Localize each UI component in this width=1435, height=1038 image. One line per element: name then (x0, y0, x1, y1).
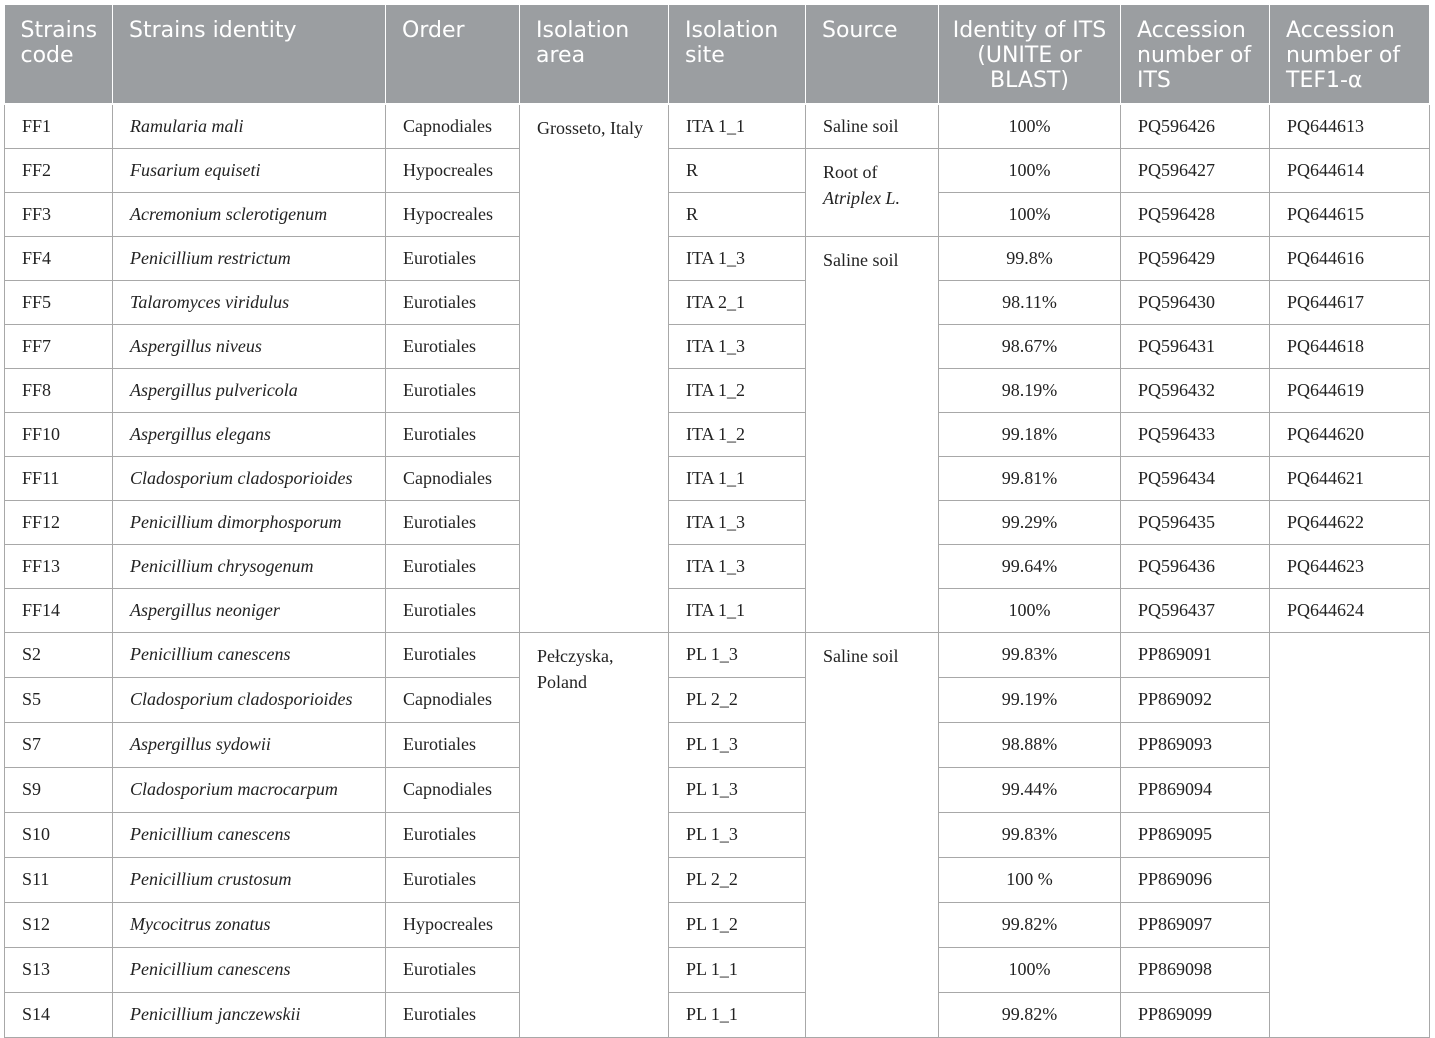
cell-order: Hypocreales (386, 148, 520, 192)
cell-isolation-site: ITA 1_3 (669, 324, 806, 368)
cell-accession-its: PQ596433 (1121, 412, 1270, 456)
cell-strain-code: FF14 (5, 588, 113, 632)
cell-accession-tef: PQ644620 (1270, 412, 1430, 456)
cell-accession-its: PP869094 (1121, 767, 1270, 812)
cell-strain-code: FF4 (5, 236, 113, 280)
cell-accession-its: PQ596430 (1121, 280, 1270, 324)
cell-accession-its: PQ596431 (1121, 324, 1270, 368)
cell-its-identity: 100 % (939, 857, 1121, 902)
cell-strain-identity: Mycocitrus zonatus (113, 902, 386, 947)
cell-strain-code: FF7 (5, 324, 113, 368)
cell-strain-identity: Penicillium canescens (113, 632, 386, 677)
cell-strain-code: FF2 (5, 148, 113, 192)
cell-accession-its: PQ596435 (1121, 500, 1270, 544)
cell-isolation-area: Pełczyska, Poland (520, 632, 669, 1037)
cell-accession-its: PQ596437 (1121, 588, 1270, 632)
cell-its-identity: 99.82% (939, 992, 1121, 1037)
cell-accession-its: PP869099 (1121, 992, 1270, 1037)
header-source: Source (806, 5, 939, 104)
cell-its-identity: 99.81% (939, 456, 1121, 500)
cell-strain-code: S2 (5, 632, 113, 677)
cell-strain-identity: Aspergillus elegans (113, 412, 386, 456)
cell-strain-identity: Penicillium dimorphosporum (113, 500, 386, 544)
cell-strain-identity: Penicillium crustosum (113, 857, 386, 902)
cell-its-identity: 99.29% (939, 500, 1121, 544)
cell-isolation-site: PL 1_3 (669, 632, 806, 677)
cell-order: Hypocreales (386, 192, 520, 236)
cell-strain-identity: Fusarium equiseti (113, 148, 386, 192)
cell-isolation-site: ITA 1_2 (669, 368, 806, 412)
cell-order: Eurotiales (386, 992, 520, 1037)
cell-accession-its: PQ596426 (1121, 104, 1270, 148)
table-row (5, 632, 1430, 677)
cell-its-identity: 100% (939, 947, 1121, 992)
header-strains-code: Strains code (5, 5, 113, 104)
cell-its-identity: 98.67% (939, 324, 1121, 368)
cell-strain-code: S11 (5, 857, 113, 902)
cell-its-identity: 98.19% (939, 368, 1121, 412)
header-identity-its: Identity of ITS (UNITE or BLAST) (939, 5, 1121, 104)
cell-accession-tef: PQ644622 (1270, 500, 1430, 544)
table-row (5, 857, 1430, 902)
cell-strain-identity: Cladosporium macrocarpum (113, 767, 386, 812)
cell-strain-code: S7 (5, 722, 113, 767)
table-row (5, 412, 1430, 456)
table-row (5, 902, 1430, 947)
cell-strain-identity: Aspergillus sydowii (113, 722, 386, 767)
table-row (5, 280, 1430, 324)
cell-order: Capnodiales (386, 456, 520, 500)
table-row (5, 588, 1430, 632)
cell-strain-identity: Aspergillus pulvericola (113, 368, 386, 412)
cell-strain-identity: Cladosporium cladosporioides (113, 456, 386, 500)
cell-strain-code: S14 (5, 992, 113, 1037)
table-row (5, 500, 1430, 544)
cell-isolation-site: PL 1_3 (669, 722, 806, 767)
cell-isolation-site: ITA 1_3 (669, 544, 806, 588)
cell-order: Capnodiales (386, 104, 520, 148)
table-row (5, 812, 1430, 857)
table-row (5, 677, 1430, 722)
table-row (5, 722, 1430, 767)
cell-accession-tef-empty (1270, 632, 1430, 1037)
cell-its-identity: 98.11% (939, 280, 1121, 324)
header-accession-its: Accession number of ITS (1121, 5, 1270, 104)
cell-strain-code: FF5 (5, 280, 113, 324)
cell-order: Eurotiales (386, 324, 520, 368)
cell-accession-its: PQ596427 (1121, 148, 1270, 192)
cell-isolation-site: PL 1_1 (669, 947, 806, 992)
cell-order: Eurotiales (386, 588, 520, 632)
cell-strain-code: S10 (5, 812, 113, 857)
table-row (5, 947, 1430, 992)
table-row (5, 767, 1430, 812)
cell-accession-tef: PQ644614 (1270, 148, 1430, 192)
cell-order: Eurotiales (386, 857, 520, 902)
cell-isolation-site: ITA 1_1 (669, 588, 806, 632)
table-row (5, 456, 1430, 500)
cell-order: Eurotiales (386, 722, 520, 767)
table-row (5, 192, 1430, 236)
cell-accession-its: PP869096 (1121, 857, 1270, 902)
cell-isolation-site: PL 2_2 (669, 677, 806, 722)
cell-strain-identity: Penicillium chrysogenum (113, 544, 386, 588)
cell-its-identity: 99.83% (939, 812, 1121, 857)
cell-isolation-site: PL 1_2 (669, 902, 806, 947)
cell-isolation-site: ITA 1_1 (669, 456, 806, 500)
cell-isolation-site: PL 1_1 (669, 992, 806, 1037)
cell-accession-tef: PQ644617 (1270, 280, 1430, 324)
cell-accession-its: PP869098 (1121, 947, 1270, 992)
table-row (5, 324, 1430, 368)
header-isolation-site: Isolation site (669, 5, 806, 104)
cell-order: Eurotiales (386, 412, 520, 456)
cell-strain-identity: Ramularia mali (113, 104, 386, 148)
table-body (5, 104, 1430, 1037)
table-row (5, 992, 1430, 1037)
cell-accession-its: PP869092 (1121, 677, 1270, 722)
cell-strain-code: FF10 (5, 412, 113, 456)
cell-isolation-site: PL 2_2 (669, 857, 806, 902)
source-root-prefix: Root of (823, 161, 878, 182)
cell-source: Saline soil (806, 632, 939, 1037)
cell-isolation-area: Grosseto, Italy (520, 104, 669, 632)
cell-isolation-site: R (669, 192, 806, 236)
table-header (5, 5, 1430, 104)
cell-isolation-site: ITA 1_3 (669, 236, 806, 280)
cell-accession-tef: PQ644615 (1270, 192, 1430, 236)
cell-order: Eurotiales (386, 280, 520, 324)
cell-its-identity: 99.18% (939, 412, 1121, 456)
cell-order: Capnodiales (386, 677, 520, 722)
cell-order: Eurotiales (386, 368, 520, 412)
cell-accession-its: PP869095 (1121, 812, 1270, 857)
cell-source: Saline soil (806, 236, 939, 632)
cell-accession-its: PQ596428 (1121, 192, 1270, 236)
cell-source (806, 148, 939, 236)
table-row (5, 368, 1430, 412)
cell-order: Eurotiales (386, 632, 520, 677)
strains-table (4, 5, 1430, 1038)
cell-strain-identity: Talaromyces viridulus (113, 280, 386, 324)
cell-source: Saline soil (806, 104, 939, 148)
cell-isolation-site: ITA 1_3 (669, 500, 806, 544)
cell-order: Eurotiales (386, 500, 520, 544)
cell-strain-identity: Penicillium restrictum (113, 236, 386, 280)
cell-strain-code: FF11 (5, 456, 113, 500)
cell-accession-tef: PQ644623 (1270, 544, 1430, 588)
cell-accession-tef: PQ644621 (1270, 456, 1430, 500)
cell-strain-code: S9 (5, 767, 113, 812)
table-row (5, 236, 1430, 280)
cell-its-identity: 100% (939, 588, 1121, 632)
cell-its-identity: 99.82% (939, 902, 1121, 947)
header-isolation-area: Isolation area (520, 5, 669, 104)
cell-accession-its: PQ596436 (1121, 544, 1270, 588)
cell-isolation-site: ITA 1_2 (669, 412, 806, 456)
cell-strain-code: S13 (5, 947, 113, 992)
cell-order: Hypocreales (386, 902, 520, 947)
cell-its-identity: 99.64% (939, 544, 1121, 588)
cell-its-identity: 98.88% (939, 722, 1121, 767)
cell-its-identity: 100% (939, 148, 1121, 192)
cell-strain-identity: Acremonium sclerotigenum (113, 192, 386, 236)
source-root-species: Atriplex L. (823, 187, 900, 208)
cell-its-identity: 99.83% (939, 632, 1121, 677)
cell-accession-its: PP869097 (1121, 902, 1270, 947)
header-order: Order (386, 5, 520, 104)
cell-accession-its: PQ596434 (1121, 456, 1270, 500)
cell-isolation-site: R (669, 148, 806, 192)
cell-order: Capnodiales (386, 767, 520, 812)
cell-accession-its: PQ596429 (1121, 236, 1270, 280)
cell-strain-code: FF8 (5, 368, 113, 412)
cell-accession-tef: PQ644616 (1270, 236, 1430, 280)
cell-isolation-site: ITA 1_1 (669, 104, 806, 148)
cell-accession-its: PQ596432 (1121, 368, 1270, 412)
header-accession-tef: Accession number of TEF1-α (1270, 5, 1430, 104)
cell-its-identity: 100% (939, 104, 1121, 148)
cell-accession-its: PP869091 (1121, 632, 1270, 677)
cell-accession-tef: PQ644613 (1270, 104, 1430, 148)
cell-order: Eurotiales (386, 236, 520, 280)
cell-its-identity: 100% (939, 192, 1121, 236)
cell-strain-identity: Penicillium canescens (113, 812, 386, 857)
cell-strain-code: FF3 (5, 192, 113, 236)
cell-accession-its: PP869093 (1121, 722, 1270, 767)
table-row (5, 544, 1430, 588)
cell-strain-identity: Aspergillus neoniger (113, 588, 386, 632)
cell-accession-tef: PQ644624 (1270, 588, 1430, 632)
cell-its-identity: 99.19% (939, 677, 1121, 722)
cell-order: Eurotiales (386, 544, 520, 588)
cell-strain-identity: Penicillium janczewskii (113, 992, 386, 1037)
cell-isolation-site: ITA 2_1 (669, 280, 806, 324)
cell-its-identity: 99.44% (939, 767, 1121, 812)
cell-accession-tef: PQ644618 (1270, 324, 1430, 368)
cell-strain-code: FF1 (5, 104, 113, 148)
cell-order: Eurotiales (386, 947, 520, 992)
cell-order: Eurotiales (386, 812, 520, 857)
cell-isolation-site: PL 1_3 (669, 767, 806, 812)
cell-strain-code: FF13 (5, 544, 113, 588)
cell-its-identity: 99.8% (939, 236, 1121, 280)
cell-strain-code: S12 (5, 902, 113, 947)
cell-strain-code: S5 (5, 677, 113, 722)
cell-strain-identity: Aspergillus niveus (113, 324, 386, 368)
cell-accession-tef: PQ644619 (1270, 368, 1430, 412)
cell-strain-identity: Penicillium canescens (113, 947, 386, 992)
header-strains-identity: Strains identity (113, 5, 386, 104)
cell-strain-code: FF12 (5, 500, 113, 544)
cell-strain-identity: Cladosporium cladosporioides (113, 677, 386, 722)
table-row (5, 104, 1430, 148)
cell-isolation-site: PL 1_3 (669, 812, 806, 857)
table-row (5, 148, 1430, 192)
